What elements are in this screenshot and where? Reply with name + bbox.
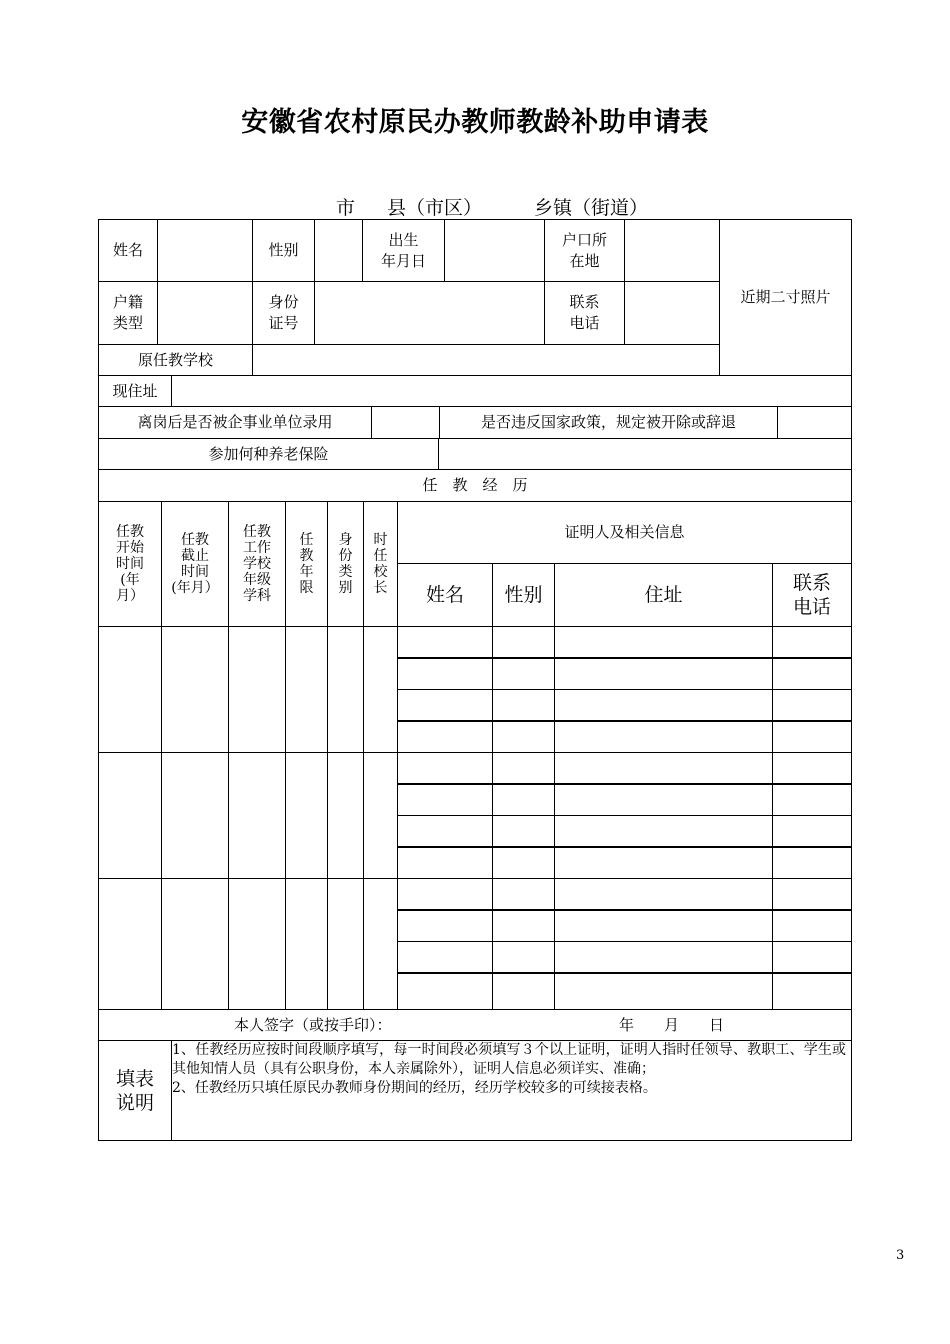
period-1-row-3-witness-phone-field[interactable]	[772, 689, 852, 721]
period-3-end-field[interactable]	[161, 878, 229, 1010]
period-1-end-field[interactable]	[161, 626, 229, 753]
period-3-principal-field[interactable]	[363, 878, 398, 1010]
period-2-row-1-witness-gender-field[interactable]	[492, 752, 555, 784]
period-1-row-3-witness-gender-field[interactable]	[492, 689, 555, 721]
phone-field[interactable]	[624, 281, 720, 345]
period-3-row-3-witness-name-field[interactable]	[397, 941, 493, 973]
period-2-row-1-witness-address-field[interactable]	[554, 752, 773, 784]
period-3-row-2-witness-name-field[interactable]	[397, 910, 493, 942]
header-witness-gender: 性别	[492, 563, 555, 627]
hukou-type-label: 户籍 类型	[98, 281, 158, 345]
header-witness-phone: 联系 电话	[772, 563, 852, 627]
header-principal: 时 任 校 长	[363, 501, 398, 627]
header-witness-address: 住址	[554, 563, 773, 627]
period-3-row-3-witness-address-field[interactable]	[554, 941, 773, 973]
region-town: 乡镇（街道）	[534, 197, 649, 219]
period-1-row-2-witness-name-field[interactable]	[397, 658, 493, 690]
period-3-identity-field[interactable]	[327, 878, 364, 1010]
period-2-row-4-witness-name-field[interactable]	[397, 847, 493, 880]
period-1-row-4-witness-name-field[interactable]	[397, 721, 493, 754]
former-school-field[interactable]	[252, 344, 720, 376]
period-2-row-4-witness-gender-field[interactable]	[492, 847, 555, 880]
notes-line-1: 1、任教经历应按时间段顺序填写，每一时间段必须填写３个以上证明，证明人指时任领导、教职工、学生或其他知情人员（具有公职身份，本人亲属除外），证明人信息必须详实、准确；	[172, 1042, 846, 1077]
employed-label: 离岗后是否被企事业单位录用	[98, 406, 372, 439]
violation-label: 是否违反国家政策，规定被开除或辞退	[439, 406, 778, 439]
period-2-row-2-witness-gender-field[interactable]	[492, 784, 555, 816]
period-2-row-4-witness-phone-field[interactable]	[772, 847, 852, 880]
period-3-row-3-witness-phone-field[interactable]	[772, 941, 852, 973]
name-field[interactable]	[157, 219, 253, 282]
period-1-row-1-witness-name-field[interactable]	[397, 626, 493, 658]
header-witness-group: 证明人及相关信息	[397, 501, 852, 564]
period-2-identity-field[interactable]	[327, 752, 364, 879]
period-2-principal-field[interactable]	[363, 752, 398, 879]
hukou-location-field[interactable]	[624, 219, 720, 282]
period-2-row-3-witness-phone-field[interactable]	[772, 815, 852, 847]
id-field[interactable]	[314, 281, 545, 345]
period-2-row-1-witness-name-field[interactable]	[397, 752, 493, 784]
period-1-row-4-witness-address-field[interactable]	[554, 721, 773, 754]
period-2-row-1-witness-phone-field[interactable]	[772, 752, 852, 784]
birth-field[interactable]	[444, 219, 545, 282]
header-identity: 身 份 类 别	[327, 501, 364, 627]
period-1-row-2-witness-gender-field[interactable]	[492, 658, 555, 690]
period-1-row-3-witness-address-field[interactable]	[554, 689, 773, 721]
period-2-row-3-witness-name-field[interactable]	[397, 815, 493, 847]
hukou-type-field[interactable]	[157, 281, 253, 345]
period-2-row-3-witness-gender-field[interactable]	[492, 815, 555, 847]
period-3-row-3-witness-gender-field[interactable]	[492, 941, 555, 973]
period-1-principal-field[interactable]	[363, 626, 398, 753]
period-1-row-4-witness-phone-field[interactable]	[772, 721, 852, 754]
period-1-row-3-witness-name-field[interactable]	[397, 689, 493, 721]
pension-field[interactable]	[438, 438, 852, 470]
page-number: 3	[896, 1248, 905, 1263]
id-label: 身份 证号	[252, 281, 315, 345]
period-1-row-4-witness-gender-field[interactable]	[492, 721, 555, 754]
header-years: 任 教 年 限	[285, 501, 328, 627]
period-3-row-4-witness-address-field[interactable]	[554, 973, 773, 1011]
form-title: 安徽省农村原民办教师教龄补助申请表	[241, 107, 709, 138]
hukou-location-label: 户口所 在地	[544, 219, 625, 282]
signature-date: 年 月 日	[619, 1016, 725, 1034]
header-witness-name: 姓名	[397, 563, 493, 627]
period-3-row-4-witness-gender-field[interactable]	[492, 973, 555, 1011]
period-2-row-2-witness-address-field[interactable]	[554, 784, 773, 816]
gender-field[interactable]	[314, 219, 363, 282]
period-3-row-1-witness-name-field[interactable]	[397, 878, 493, 910]
period-3-row-1-witness-address-field[interactable]	[554, 878, 773, 910]
violation-field[interactable]	[777, 406, 852, 439]
period-2-row-2-witness-name-field[interactable]	[397, 784, 493, 816]
period-3-school-field[interactable]	[228, 878, 286, 1010]
address-label: 现住址	[98, 375, 172, 407]
header-school: 任教 工作 学校 年级 学科	[228, 501, 286, 627]
employed-field[interactable]	[371, 406, 440, 439]
period-3-years-field[interactable]	[285, 878, 328, 1010]
period-1-row-2-witness-address-field[interactable]	[554, 658, 773, 690]
period-2-school-field[interactable]	[228, 752, 286, 879]
period-2-row-4-witness-address-field[interactable]	[554, 847, 773, 880]
period-1-row-2-witness-phone-field[interactable]	[772, 658, 852, 690]
phone-label: 联系 电话	[544, 281, 625, 345]
region-line	[286, 193, 666, 220]
period-1-years-field[interactable]	[285, 626, 328, 753]
period-3-row-4-witness-name-field[interactable]	[397, 973, 493, 1011]
notes-text	[172, 1041, 846, 1098]
period-3-row-4-witness-phone-field[interactable]	[772, 973, 852, 1011]
period-1-start-field[interactable]	[98, 626, 162, 753]
signature-label: 本人签字（或按手印）：	[234, 1016, 392, 1034]
period-3-row-2-witness-gender-field[interactable]	[492, 910, 555, 942]
former-school-label: 原任教学校	[98, 344, 253, 376]
photo-box[interactable]: 近期二寸照片	[719, 219, 852, 376]
period-3-row-2-witness-address-field[interactable]	[554, 910, 773, 942]
period-3-start-field[interactable]	[98, 878, 162, 1010]
header-start-time: 任教 开始 时间 (年 月）	[98, 501, 162, 627]
period-3-row-2-witness-phone-field[interactable]	[772, 910, 852, 942]
birth-label: 出生 年月日	[362, 219, 445, 282]
notes-label: 填表 说明	[98, 1040, 172, 1141]
period-1-row-1-witness-gender-field[interactable]	[492, 626, 555, 658]
period-3-row-1-witness-phone-field[interactable]	[772, 878, 852, 910]
header-end-time: 任教 截止 时间 (年月）	[161, 501, 229, 627]
period-1-identity-field[interactable]	[327, 626, 364, 753]
notes-line-2: 2、任教经历只填任原民办教师身份期间的经历，经历学校较多的可续接表格。	[172, 1080, 657, 1096]
period-2-end-field[interactable]	[161, 752, 229, 879]
period-2-years-field[interactable]	[285, 752, 328, 879]
gender-label: 性别	[252, 219, 315, 282]
pension-label: 参加何种养老保险	[98, 438, 439, 470]
period-2-row-3-witness-address-field[interactable]	[554, 815, 773, 847]
name-label: 姓名	[98, 219, 158, 282]
period-1-row-1-witness-phone-field[interactable]	[772, 626, 852, 658]
period-1-row-1-witness-address-field[interactable]	[554, 626, 773, 658]
period-2-start-field[interactable]	[98, 752, 162, 879]
period-2-row-2-witness-phone-field[interactable]	[772, 784, 852, 816]
region-county: 县（市区）	[387, 197, 483, 219]
period-1-school-field[interactable]	[228, 626, 286, 753]
signature-row[interactable]	[98, 1009, 852, 1041]
period-3-row-1-witness-gender-field[interactable]	[492, 878, 555, 910]
address-field[interactable]	[171, 375, 852, 407]
region-city: 市	[336, 197, 356, 219]
history-section-title: 任 教 经 历	[98, 469, 852, 502]
